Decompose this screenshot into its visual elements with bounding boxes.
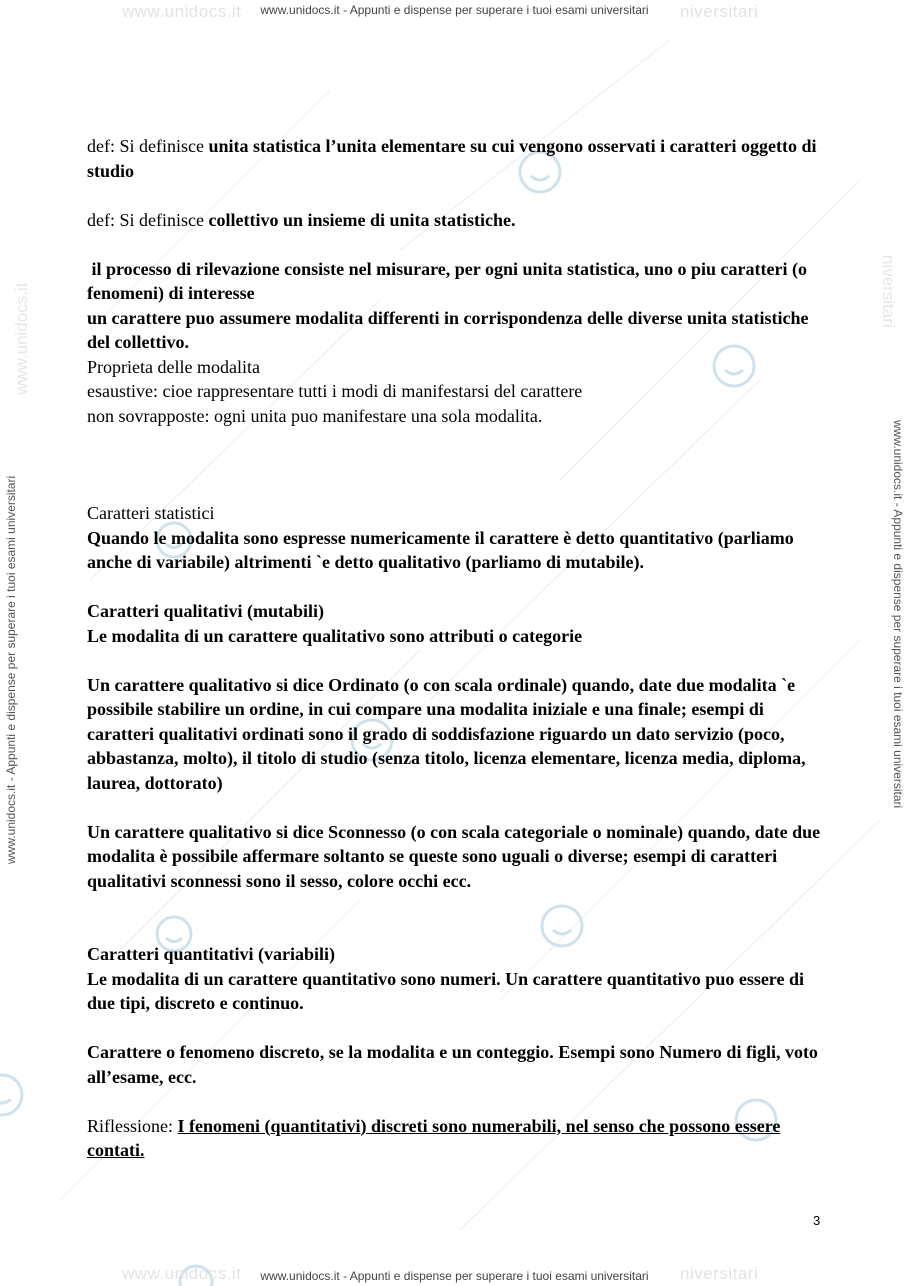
document-body xyxy=(87,134,827,1163)
definition-collettivo: def: Si definisce collettivo un insieme di unita statistiche. xyxy=(87,209,516,230)
paragraph-ordinato: Un carattere qualitativo si dice Ordinato (o con scala ordinale) quando, date due modalita `e possibile stabilire un ordine, in cui compare una modalita iniziale e una finale; esempi di caratteri qualitativi ordinati sono il grado di soddisfazione riguardo un dato servizio (poco, abbastanza, molto), il titolo di studio (senza titolo, licenza elementare, licenza media, diploma, laurea, dottorato) xyxy=(87,674,806,793)
paragraph-quando-modalita: Quando le modalita sono espresse numericamente il carattere è detto quantitativo (parliamo anche di variabile) altrimenti `e detto qualitativo (parliamo di mutabile). xyxy=(87,527,794,572)
ghost-watermark-top-right: niversitari xyxy=(680,2,759,21)
paragraph-sconnesso: Un carattere qualitativo si dice Sconnesso (o con scala categoriale o nominale) quando, date due modalita è possibile affermare soltanto se queste sono uguali o diverse; esempi di caratteri qualitativi sconnessi sono il sesso, colore occhi ecc. xyxy=(87,821,821,891)
ghost-watermark-right: niversitari xyxy=(879,255,898,328)
paragraph-carattere-modalita: un carattere puo assumere modalita differenti in corrispondenza delle diverse unita statistiche del collettivo. xyxy=(87,307,809,352)
definition-unita-statistica: def: Si definisce unita statistica l’unita elementare su cui vengono osservati i caratteri oggetto di studio xyxy=(87,136,817,181)
paragraph-qualitativi-def: Le modalita di un carattere qualitativo sono attributi o categorie xyxy=(87,625,583,646)
paragraph-quantitativi-def: Le modalita di un carattere quantitativo sono numeri. Un carattere quantitativo puo essere di due tipi, discreto e continuo. xyxy=(87,968,804,1013)
watermark-bottom: www.unidocs.it - Appunti e dispense per superare i tuoi esami universitari xyxy=(260,1269,649,1283)
ghost-watermark-bottom-left: www.unidocs.it xyxy=(122,1264,242,1283)
heading-proprieta: Proprieta delle modalita xyxy=(87,356,260,377)
item-non-sovrapposte: non sovrapposte: ogni unita puo manifestare una sola modalita. xyxy=(87,405,543,426)
ghost-watermark-left: www.unidocs.it xyxy=(12,282,31,395)
heading-caratteri-statistici: Caratteri statistici xyxy=(87,503,215,523)
ghost-watermark-top-left: www.unidocs.it xyxy=(122,2,242,21)
ghost-watermark-bottom-right: niversitari xyxy=(680,1264,759,1283)
watermark-left: www.unidocs.it - Appunti e dispense per superare i tuoi esami universitari xyxy=(4,475,18,864)
watermark-top: www.unidocs.it - Appunti e dispense per superare i tuoi esami universitari xyxy=(260,3,649,17)
heading-caratteri-quantitativi: Caratteri quantitativi (variabili) xyxy=(87,944,335,964)
paragraph-riflessione: Riflessione: I fenomeni (quantitativi) discreti sono numerabili, nel senso che possono essere contati. xyxy=(87,1115,781,1160)
item-esaustive: esaustive: cioe rappresentare tutti i modi di manifestarsi del carattere xyxy=(87,381,583,401)
page-number: 3 xyxy=(813,1213,821,1228)
paragraph-rilevazione: il processo di rilevazione consiste nel misurare, per ogni unita statistica, uno o piu caratteri (o fenomeni) di interesse xyxy=(87,258,812,303)
watermark-right: www.unidocs.it - Appunti e dispense per superare i tuoi esami universitari xyxy=(891,420,905,809)
heading-caratteri-qualitativi: Caratteri qualitativi (mutabili) xyxy=(87,601,324,621)
paragraph-discreto: Carattere o fenomeno discreto, se la modalita e un conteggio. Esempi sono Numero di figli, voto all’esame, ecc. xyxy=(87,1042,818,1087)
